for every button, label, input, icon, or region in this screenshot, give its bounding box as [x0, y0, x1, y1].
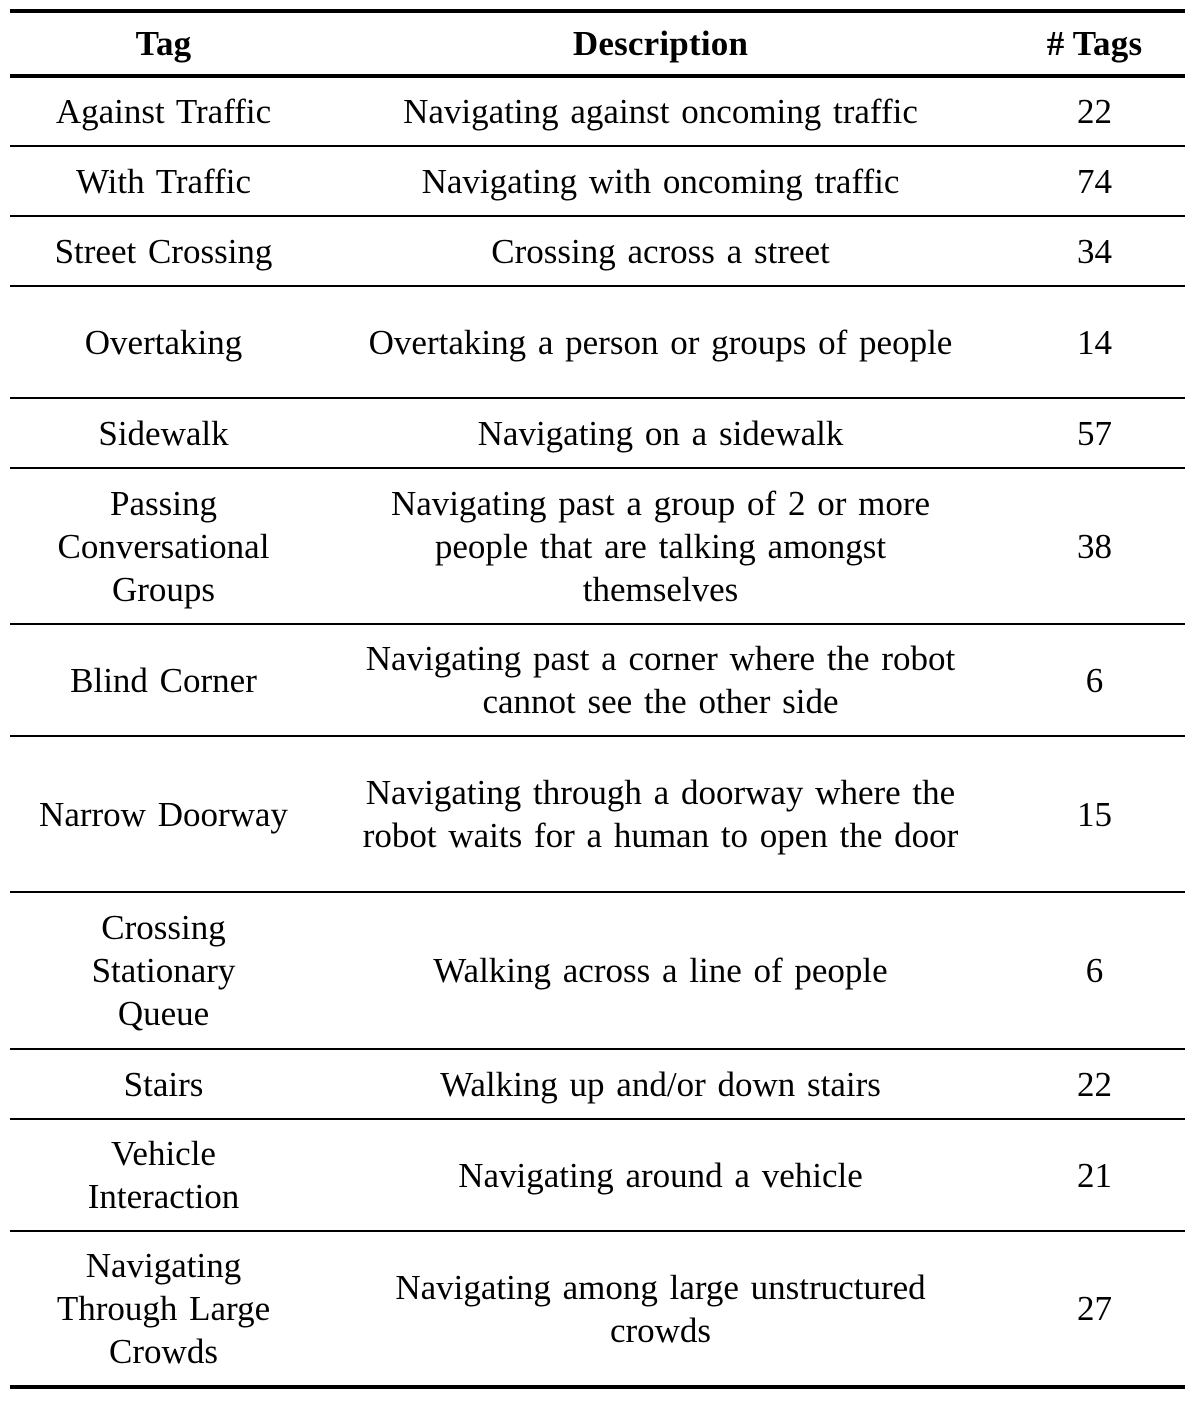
- count-cell: 38: [1004, 468, 1185, 624]
- header-count: # Tags: [1004, 11, 1185, 76]
- count-cell: 22: [1004, 1049, 1185, 1119]
- description-text: Navigating through a doorway where the robot waits for a human to open the door: [362, 773, 959, 855]
- tag-label: Blind Corner: [70, 660, 257, 700]
- table-row: [10, 146, 1185, 216]
- tag-cell: [10, 624, 317, 736]
- count-cell: 14: [1004, 286, 1185, 398]
- description-cell: [317, 1231, 1004, 1387]
- description-cell: [317, 1049, 1004, 1119]
- description-cell: [317, 892, 1004, 1049]
- tag-label: Vehicle Interaction: [87, 1134, 240, 1216]
- table-body: [10, 76, 1185, 1387]
- description-text: Crossing across a street: [491, 231, 830, 271]
- tag-label: Narrow Doorway: [39, 794, 288, 834]
- description-cell: [317, 146, 1004, 216]
- count-cell: 21: [1004, 1119, 1185, 1231]
- count-cell: 22: [1004, 76, 1185, 146]
- count-cell: 6: [1004, 624, 1185, 736]
- tag-cell: [10, 286, 317, 398]
- table-row: [10, 468, 1185, 624]
- description-text: Navigating around a vehicle: [458, 1155, 863, 1195]
- description-text: Walking up and/or down stairs: [440, 1064, 881, 1104]
- count-cell: 57: [1004, 398, 1185, 468]
- tag-label: Against Traffic: [55, 92, 272, 131]
- description-cell: [317, 76, 1004, 146]
- tag-cell: [10, 736, 317, 892]
- table-row: [10, 76, 1185, 146]
- tag-label: Stairs: [123, 1064, 204, 1104]
- count-cell: 74: [1004, 146, 1185, 216]
- table-row: [10, 1049, 1185, 1119]
- header-tag: Tag: [10, 11, 317, 76]
- description-text: Navigating past a corner where the robot cannot see the other side: [365, 639, 956, 721]
- tag-label: Crossing Stationary Queue: [91, 908, 236, 1033]
- tag-cell: [10, 892, 317, 1049]
- tag-cell: [10, 468, 317, 624]
- tag-label: Passing Conversational Groups: [57, 483, 270, 609]
- tag-cell: [10, 1231, 317, 1387]
- description-text: Navigating on a sidewalk: [477, 413, 844, 453]
- tag-cell: [10, 1119, 317, 1231]
- table-row: [10, 216, 1185, 286]
- table-row: [10, 1119, 1185, 1231]
- tag-label: Navigating Through Large Crowds: [56, 1246, 271, 1371]
- description-text: Navigating among large unstructured crowds: [395, 1267, 926, 1350]
- count-cell: 15: [1004, 736, 1185, 892]
- tag-label: Overtaking: [84, 322, 243, 362]
- description-cell: [317, 398, 1004, 468]
- table-header-row: [10, 11, 1185, 76]
- description-text: Overtaking a person or groups of people: [368, 322, 953, 362]
- tag-cell: [10, 146, 317, 216]
- table-row: [10, 1231, 1185, 1387]
- description-text: Navigating against oncoming traffic: [403, 92, 918, 131]
- description-cell: [317, 624, 1004, 736]
- description-cell: [317, 736, 1004, 892]
- description-cell: [317, 286, 1004, 398]
- description-cell: [317, 216, 1004, 286]
- count-cell: 27: [1004, 1231, 1185, 1387]
- description-text: Navigating with oncoming traffic: [421, 161, 900, 201]
- tag-label: Street Crossing: [54, 231, 273, 271]
- count-cell: 34: [1004, 216, 1185, 286]
- table-row: [10, 892, 1185, 1049]
- description-text: Navigating past a group of 2 or more people that are talking amongst themselves: [390, 483, 931, 609]
- description-cell: [317, 468, 1004, 624]
- tag-cell: [10, 1049, 317, 1119]
- table-row: [10, 398, 1185, 468]
- tag-cell: [10, 398, 317, 468]
- table-row: [10, 624, 1185, 736]
- tag-cell: [10, 76, 317, 146]
- table-row: [10, 286, 1185, 398]
- table-row: [10, 736, 1185, 892]
- count-cell: 6: [1004, 892, 1185, 1049]
- description-cell: [317, 1119, 1004, 1231]
- tag-label: With Traffic: [76, 161, 251, 201]
- tag-cell: [10, 216, 317, 286]
- tag-label: Sidewalk: [98, 413, 229, 453]
- tags-table: [10, 9, 1185, 1389]
- description-text: Walking across a line of people: [433, 951, 888, 990]
- header-description: Description: [317, 11, 1004, 76]
